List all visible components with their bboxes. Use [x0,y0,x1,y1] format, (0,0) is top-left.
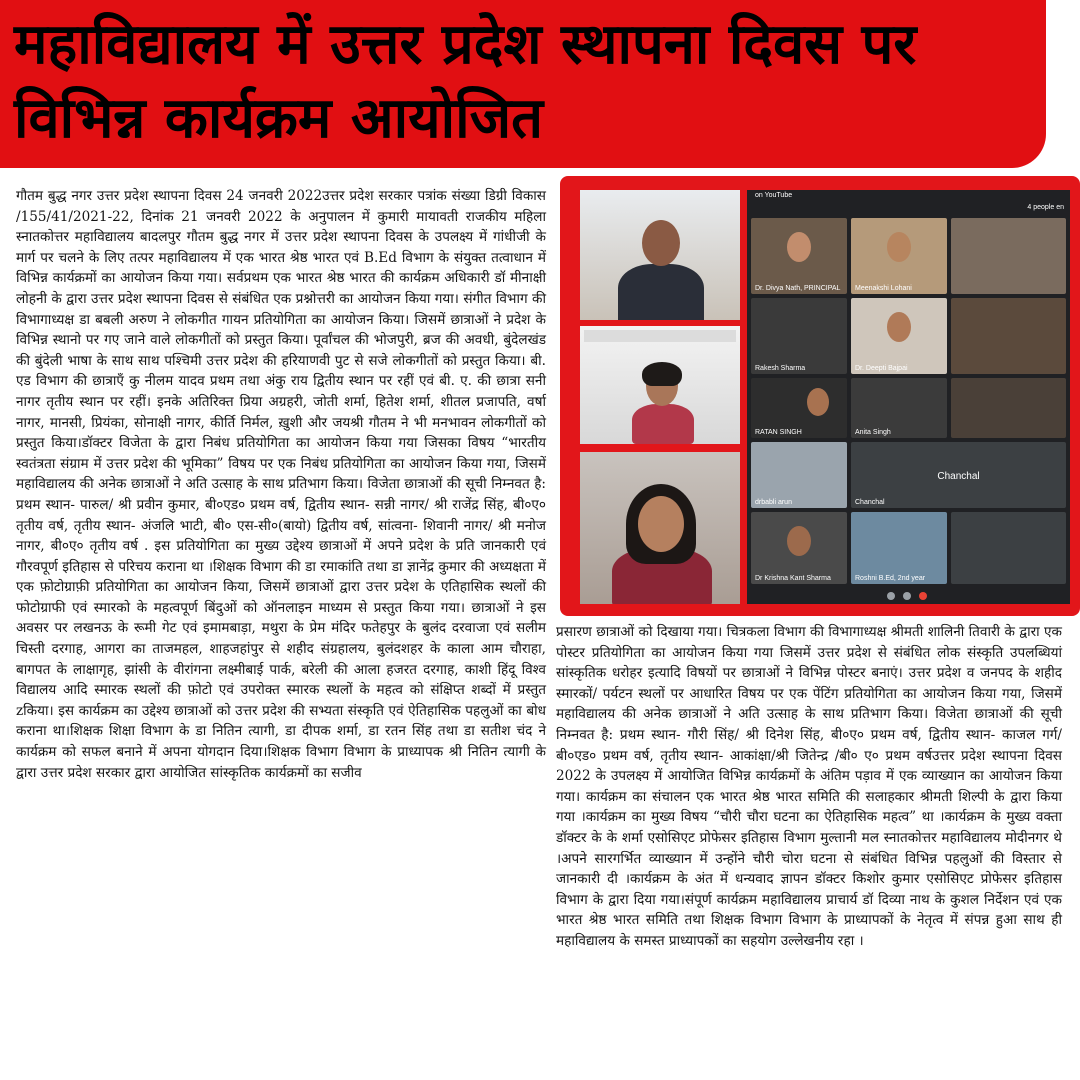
photo-video-call-screen [580,326,740,444]
participant-tile [951,378,1066,438]
participant-tile: Rakesh Sharma [751,298,847,374]
headline [14,8,1039,156]
participant-tile: Anita Singh [851,378,947,438]
people-count: 4 people en [1027,204,1064,211]
photo-collage [560,176,1080,616]
participant-tile [951,218,1066,294]
participant-tile: Dr. Divya Nath, PRINCIPAL [751,218,847,294]
mic-icon[interactable] [887,592,895,600]
participant-tile: drbabli arun [751,442,847,508]
camera-icon[interactable] [903,592,911,600]
participant-tile: RATAN SINGH [751,378,847,438]
article-left-column: गौतम बुद्ध नगर उत्तर प्रदेश स्थापना दिवस 24 जनवरी 2022उत्तर प्रदेश सरकार पत्रांक संख्या डिग्री विकास /155/41/2021-22, दिनांक 21 जनवरी 2022 के अनुपालन में कुमारी मायावती राजकीय महिला स्नातकोत्तर महाविद्यालय बादलपुर गौतम बुद्ध नगर में उत्तर प्रदेश स्थापना दिवस के उपलक्ष्य में गांधीजी के मार्ग पर चलने के लिए तत्पर महाविद्यालय में एक भारत श्रेष्ठ भारत एवं B.Ed विभाग के संयुक्त तत्वाधान में विभिन्न कार्यक्रमों का आयोजन किया गया। सर्वप्रथम एक भारत श्रेष्ठ भारत की कार्यक्रम अधिकारी डॉ मीनाक्षी लोहनी के द्वारा उत्तर प्रदेश स्थापना दिवस से संबंधित एक प्रश्नोत्तरी का आयोजन किया गया। संगीत विभाग की विभागाध्यक्ष डा बबली अरुण ने लोकगीत गायन प्रतियोगिता का आयोजन किया। जिसमें छात्राओं ने प्रदेश के विभिन्न स्थानो पर गए जाने वाले लोकगीतों को प्रस्तुत किया। पूर्वांचल की भोजपुरी, ब्रज की अवधी, बुंदेलखंड की बुंदेली भाषा के साथ साथ पश्चिमी उत्तर प्रदेश की हरियाणवी पुट से सजे लोकगीतों को प्रस्तुत किया। बी. एड विभाग की छात्राएँ कु नीलम यादव प्रथम तथा अंकु राय द्वितीय स्थान पर रहीं एवं बी. ए. की छात्रा सनी नागर तृतीय स्थान पर रहीं। इनके अतिरिक्त प्रिया अग्रहरी, जोती शर्मा, हितेश शर्मा, शीतल प्रजापति, वर्षा नागर, मानसी, प्रियंका, सोनाक्षी नागर, कीर्ति निर्मल, ख़ुशी और जयश्री गौतम ने भी मनभावन लोकगीतों को प्रस्तुत किया।डॉक्टर विजेता के द्वारा निबंध प्रतियोगिता का आयोजन किया गया जिसका विषय “भारतीय स्वतंत्रता संग्राम में उत्तर प्रदेश की भूमिका” विषय पर एक निबंध प्रतियोगिता का आयोजन किया गया, जिसमें महाविद्यालय की अनेक छात्राओं ने अति उत्साह के साथ प्रतिभाग किया। विजेता छात्राओं की सूची निम्नवत है: प्रथम स्थान- पारुल/ श्री प्रवीन कुमार, बी०एड० प्रथम वर्ष, द्वितीय स्थान- सन्नी नागर/ श्री राजेंद्र सिंह, बी०ए० तृतीय वर्ष, तृतीय स्थान- अंजलि भाटी, बी० एस-सी०(बायो) द्वितीय वर्ष, सांत्वना- शिवानी नागर/ श्री मनोज नागर, बी०ए० तृतीय वर्ष . इस प्रतियोगिता का मुख्य उद्देश्य छात्राओं में अपने प्रदेश के प्रति जानकारी एवं गौरवपूर्ण इतिहास से परिचय कराना था ।शिक्षक विभाग की डा रमाकांति तथा डा ज्ञानेंद्र कुमार की अध्यक्षता में एक फ़ोटोग्राफ़ी प्रतियोगिता का आयोजन किया, जिसमें छात्राओं द्वारा उत्तर प्रदेश के एतिहासिक स्थलों की फोटोग्राफी एवं स्मारको के महत्वपूर्ण बिंदुओं को ऑनलाइन माध्यम से प्रस्तुत किया गया। छात्राओं ने इस अवसर पर लखनऊ के रूमी गेट एवं इमामबाड़ा, मथुरा के प्रेम मंदिर फतेहपुर के बुलंद दरवाजा एवं सलीम चिस्ती दरगाह, आगरा का ताजमहल, शाहजहांपुर से शहीद संग्रहालय, बुलंदशहर के काला आम चौराहा, बागपत के लाक्षागृह, झांसी के वीरांगना लक्ष्मीबाई पार्क, बरेली की आला हजरत दरगाह, काशी हिंदू विश्व विद्यालय आदि स्मारक स्थलों की फ़ोटो एवं उपरोक्त स्मारक स्थलों के महत्व को संक्षिप्त शब्दों में प्रस्तुत zकिया। इस कार्यक्रम का उद्देश्य छात्राओं को उत्तर प्रदेश की सभ्यता संस्कृति एवं ऐतिहासिक पहलुओं का बोध कराना था।शिक्षक शिक्षा विभाग के डा नितिन त्यागी, डा दीपक शर्मा, डा रतन सिंह तथा डा सतीश चंद ने कार्यक्रम को सफल बनाने में अपना योगदान दिया।शिक्षक विभाग विभाग के प्राध्यापक श्री नितिन त्यागी के द्वारा उत्तर प्रदेश सरकार द्वारा आयोजित सांस्कृतिक कार्यक्रमों का सजीव [16,188,546,781]
photo-speaker-at-desk [580,190,740,320]
headline-line-2: विभिन्न कार्यक्रम आयोजित [14,86,544,151]
participant-tile: Meenakshi Lohani [851,218,947,294]
headline-line-1: महाविद्यालय में उत्तर प्रदेश स्थापना दिवस पर [14,12,917,77]
stream-label: on YouTube [755,192,793,199]
end-call-icon[interactable] [919,592,927,600]
meeting-toolbar [747,588,1070,604]
participant-tile: Dr Krishna Kant Sharma [751,512,847,584]
video-meeting-grid [747,190,1070,604]
photo-woman-speaking [580,452,740,604]
article-right-column: प्रसारण छात्राओं को दिखाया गया। चित्रकला विभाग की विभागाध्यक्ष श्रीमती शालिनी तिवारी के द्वारा एक पोस्टर प्रतियोगिता का आयोजन किया गया जिसमें उत्तर प्रदेश से संबंधित लोक संस्कृति उपलब्धियां सांस्कृतिक धरोहर इत्यादि विषयों पर छात्राओं ने विभिन्न पोस्टर बनाएं। उत्तर प्रदेश व जनपद के शहीद स्मारकों/ पर्यटन स्थलों पर आधारित विषय पर एक पेंटिंग प्रतियोगिता का आयोजन किया गया, जिसमें महाविद्यालय की अनेक छात्राओं ने अति उत्साह के साथ प्रतिभाग किया। विजेता छात्राओं की सूची निम्नवत है: प्रथम स्थान- गौरी सिंह/ श्री दिनेश सिंह, बी०ए० प्रथम वर्ष, द्वितीय स्थान- काजल गर्ग/बी०एड० प्रथम वर्ष, तृतीय स्थान- आकांक्षा/श्री जितेन्द्र /बी० ए० प्रथम वर्षउत्तर प्रदेश स्थापना दिवस 2022 के उपलक्ष्य में आयोजित विभिन्न कार्यक्रमों के अंतिम पड़ाव में एक व्याख्यान का आयोजन किया गया। कार्यक्रम का संचालन एक भारत श्रेष्ठ भारत समिति की सलाहकार श्रीमती शिल्पी के द्वारा किया गया ।कार्यक्रम का मुख्य विषय “चौरी चौरा घटना का ऐतिहासिक महत्व” था ।कार्यक्रम के मुख्य वक्ता डॉक्टर के के शर्मा एसोसिएट प्रोफेसर इतिहास विभाग मुल्तानी मल स्नातकोत्तर महाविद्यालय मोदीनगर थे ।अपने सारगर्भित व्याख्यान में उन्होंने चौरी चोरा घटना से संबंधित विभिन्न पहलुओं की विस्तार से जानकारी दी ।कार्यक्रम के अंत में धन्यवाद ज्ञापन डॉक्टर किशोर कुमार एसोसिएट प्रोफेसर इतिहास विभाग के द्वारा दिया गया।संपूर्ण कार्यक्रम महाविद्यालय प्राचार्य डॉ दिव्या नाथ के कुशल निर्देशन एवं एक भारत श्रेष्ठ भारत समिति तथा शिक्षक विभाग विभाग के प्राध्यापकों के नेतृत्व में संपन्न हुआ साथ ही महाविद्यालय के समस्त प्राध्यापकों का सहयोग उल्लेखनीय रहा । [556,624,1062,949]
participant-tile-large: Chanchal Chanchal [851,442,1066,508]
participant-tile [951,298,1066,374]
participant-tile: Roshni B.Ed, 2nd year [851,512,947,584]
participant-tile: Dr. Deepti Bajpai [851,298,947,374]
participant-tile [951,512,1066,584]
